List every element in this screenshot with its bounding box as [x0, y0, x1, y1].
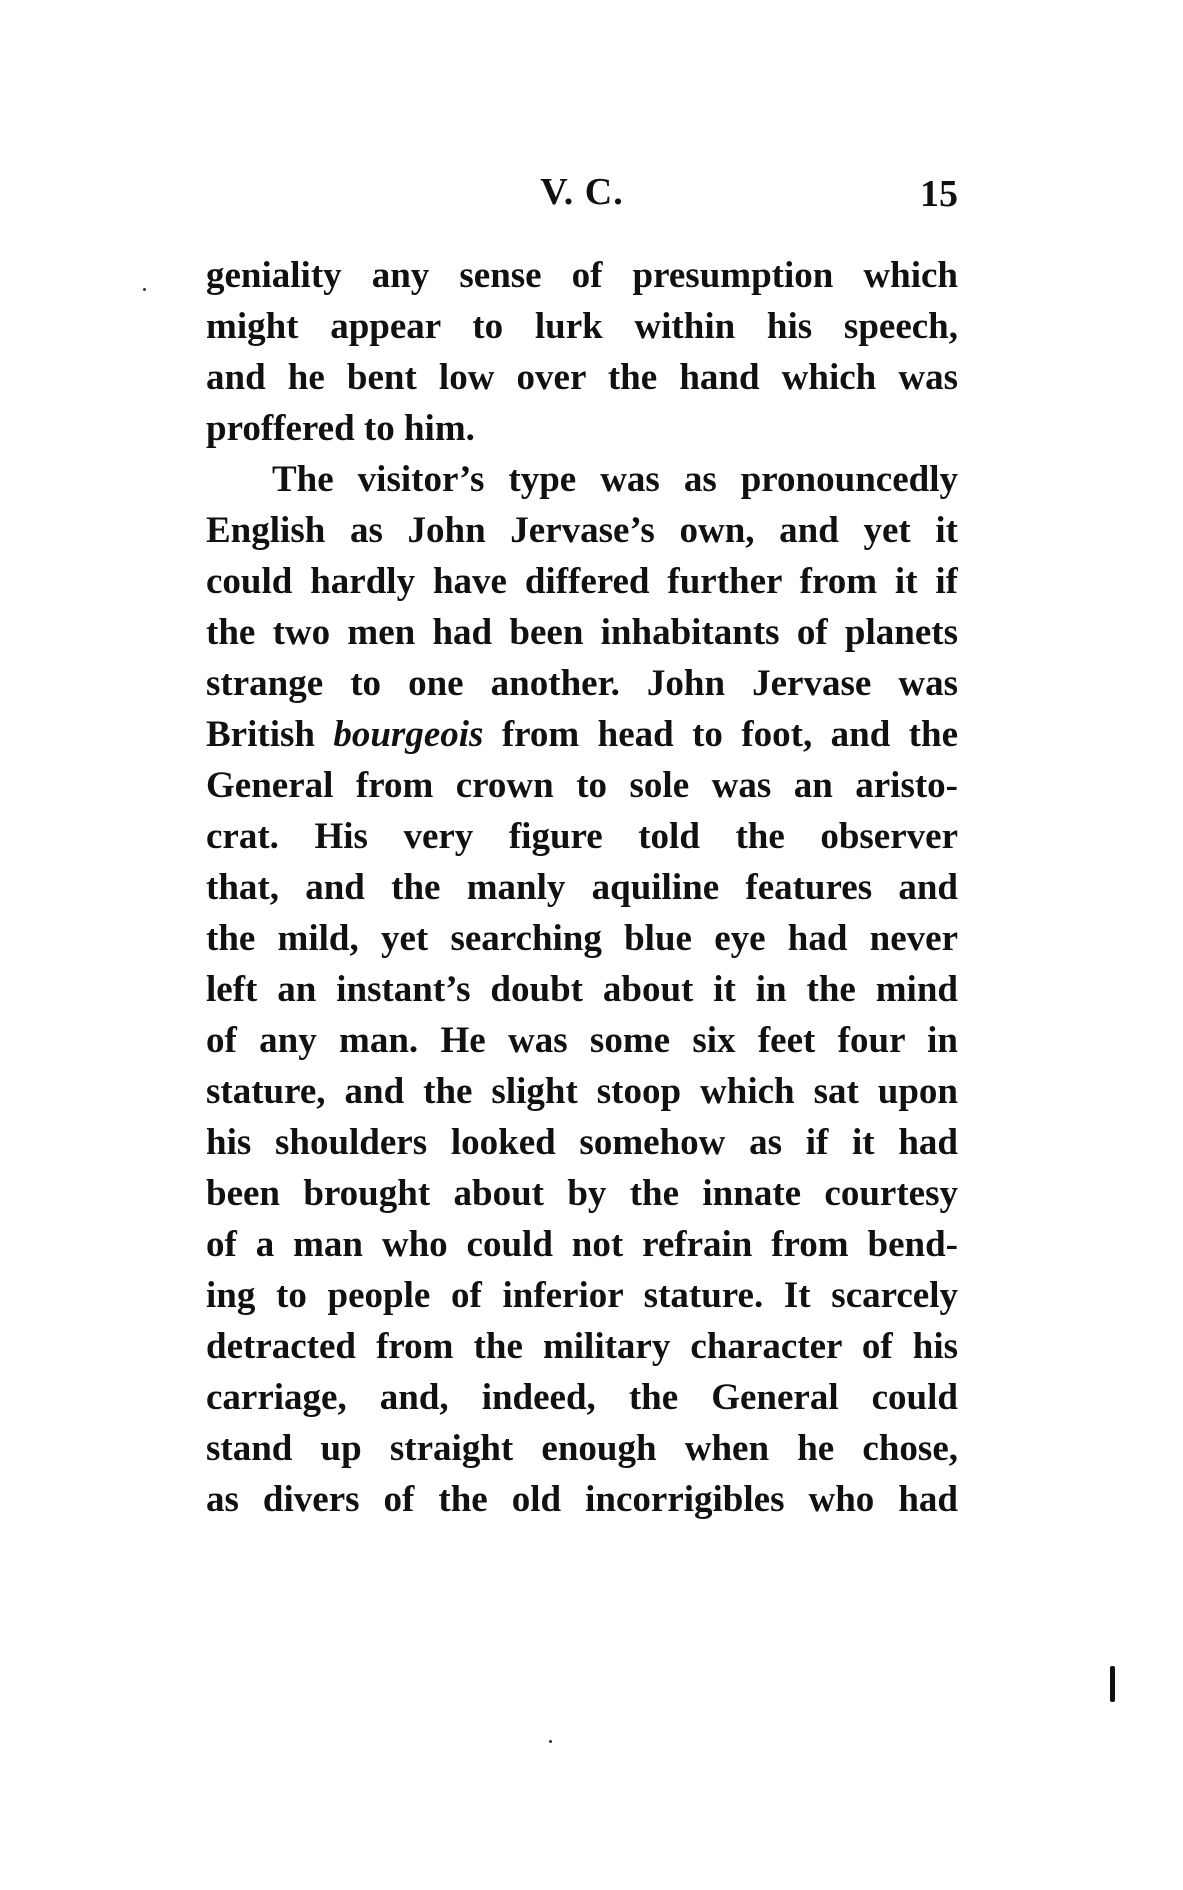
text-line: General from crown to sole was an aristo- — [206, 765, 958, 806]
scan-speck — [143, 288, 146, 291]
text-line: been brought about by the innate courtesy — [206, 1173, 958, 1214]
text-line: as divers of the old incorrigibles who had — [206, 1479, 958, 1520]
text-line: his shoulders looked somehow as if it had — [206, 1122, 958, 1163]
text-line: geniality any sense of presumption which — [206, 255, 958, 296]
text-line: the two men had been inhabitants of planets — [206, 612, 958, 653]
paragraph — [206, 454, 958, 1525]
text-line: strange to one another. John Jervase was — [206, 663, 958, 704]
text-line: and he bent low over the hand which was — [206, 357, 958, 398]
paragraph — [206, 250, 958, 454]
italic-word: bourgeois — [333, 714, 484, 755]
text-line: The visitor’s type was as pronouncedly — [272, 459, 958, 500]
running-head — [206, 170, 958, 220]
text-line: the mild, yet searching blue eye had never — [206, 918, 958, 959]
text-line: detracted from the military character of his — [206, 1326, 958, 1367]
scan-edge-mark — [1110, 1666, 1115, 1702]
text-segment: British — [206, 714, 334, 755]
text-line: ing to people of inferior stature. It scarcely — [206, 1275, 958, 1316]
text-line: left an instant’s doubt about it in the mind — [206, 969, 958, 1010]
text-line: proffered to him. — [206, 408, 475, 449]
text-line: of a man who could not refrain from bend- — [206, 1224, 958, 1265]
text-line: stand up straight enough when he chose, — [206, 1428, 958, 1469]
text-line: of any man. He was some six feet four in — [206, 1020, 958, 1061]
scan-speck — [549, 1740, 552, 1743]
text-line: stature, and the slight stoop which sat upon — [206, 1071, 958, 1112]
text-line: carriage, and, indeed, the General could — [206, 1377, 958, 1418]
page-number: 15 — [920, 173, 958, 215]
running-title: V. C. — [540, 171, 624, 213]
text-line: might appear to lurk within his speech, — [206, 306, 958, 347]
body-text — [206, 250, 958, 1525]
text-line: that, and the manly aquiline features and — [206, 867, 958, 908]
text-line-with-italic — [206, 709, 958, 760]
text-line: crat. His very figure told the observer — [206, 816, 958, 857]
text-line: could hardly have differed further from it if — [206, 561, 958, 602]
text-segment: from head to foot, and the — [483, 714, 958, 755]
text-line: English as John Jervase’s own, and yet it — [206, 510, 958, 551]
